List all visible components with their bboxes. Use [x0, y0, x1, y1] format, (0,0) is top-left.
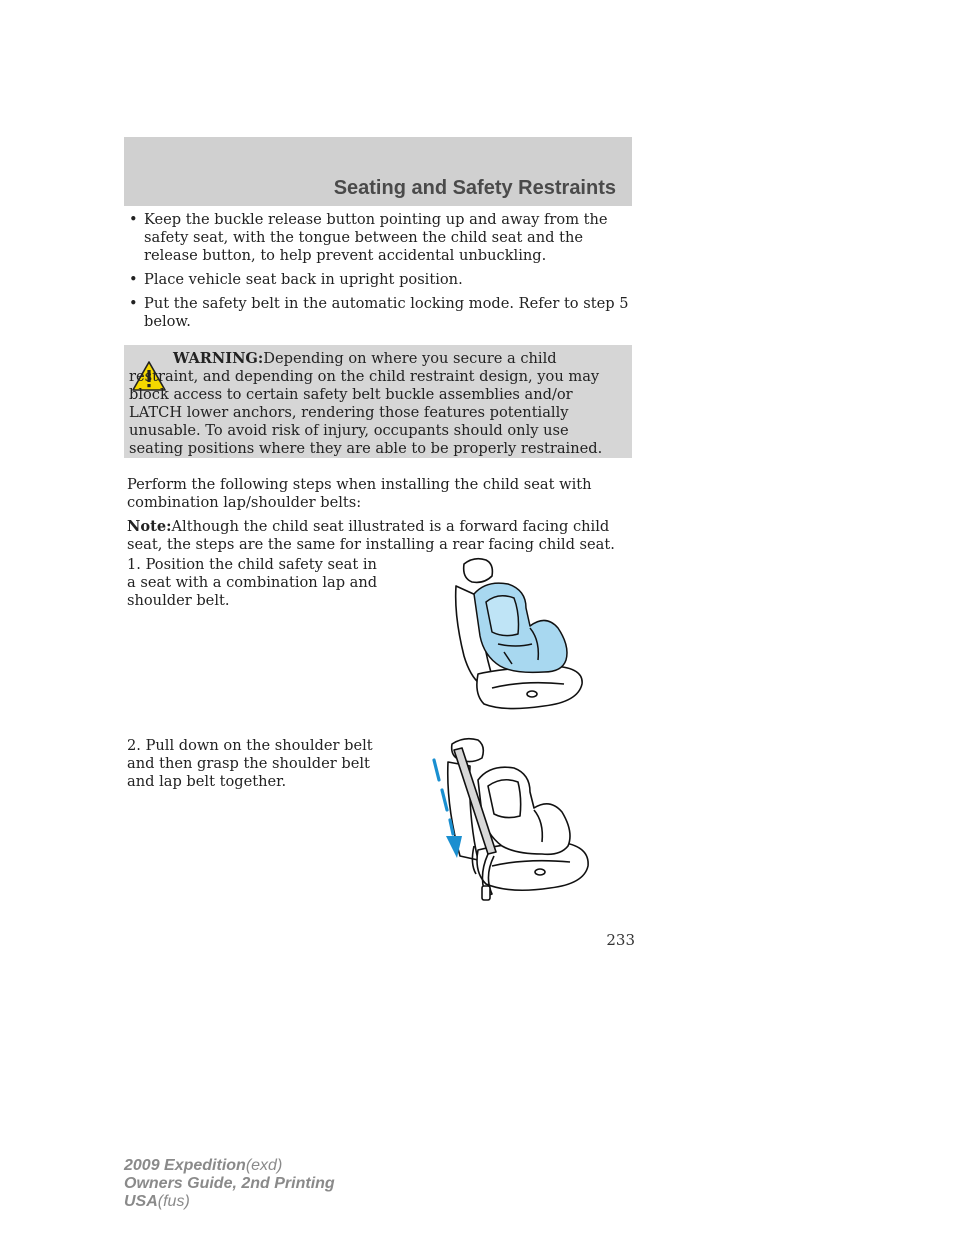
warning-label: WARNING:	[173, 350, 264, 367]
footer-region: USA	[124, 1193, 158, 1210]
footer-model: 2009 Expedition	[124, 1157, 246, 1174]
footer-model-code: (exd)	[245, 1157, 283, 1174]
note-paragraph: Note:Although the child seat illustrated is a forward facing child seat, the steps are the same for installing a rear facing child seat.	[127, 518, 615, 553]
footer-region-code: (fus)	[157, 1193, 190, 1210]
section-title: Seating and Safety Restraints	[333, 177, 616, 199]
shoulder-belt-illustration	[430, 736, 596, 908]
list-item: • Place vehicle seat back in upright position.	[129, 271, 463, 288]
intro-paragraph: Perform the following steps when installing the child seat with combination lap/shoulder belts:	[127, 476, 592, 511]
warning-box	[124, 345, 632, 458]
section-header	[124, 137, 632, 206]
list-item: • Keep the buckle release button pointing up and away from the safety seat, with the tongue between the child seat and the release button, to help prevent accidental unbuckling.	[129, 211, 608, 264]
list-item: • Put the safety belt in the automatic locking mode. Refer to step 5 below.	[129, 295, 629, 330]
step-2-text: 2. Pull down on the shoulder belt and then grasp the shoulder belt and lap belt together.	[127, 737, 373, 790]
warning-text: WARNING:Depending on where you secure a child restraint, and depending on the child restraint design, you may block access to certain safety belt buckle assemblies and/or LATCH lower anchors, rendering those features potentially unusable. To avoid risk of injury, occupants should only use seating positions where they are able to be properly restrained.	[129, 350, 603, 457]
footer-printing: Owners Guide, 2nd Printing	[124, 1175, 335, 1192]
step-1-text: 1. Position the child safety seat in a seat with a combination lap and shoulder belt.	[127, 556, 378, 609]
note-label: Note:	[127, 518, 172, 535]
child-seat-illustration	[434, 556, 594, 716]
page-number: 233	[606, 931, 635, 949]
bullet-list	[127, 211, 632, 337]
footer	[124, 1157, 335, 1211]
